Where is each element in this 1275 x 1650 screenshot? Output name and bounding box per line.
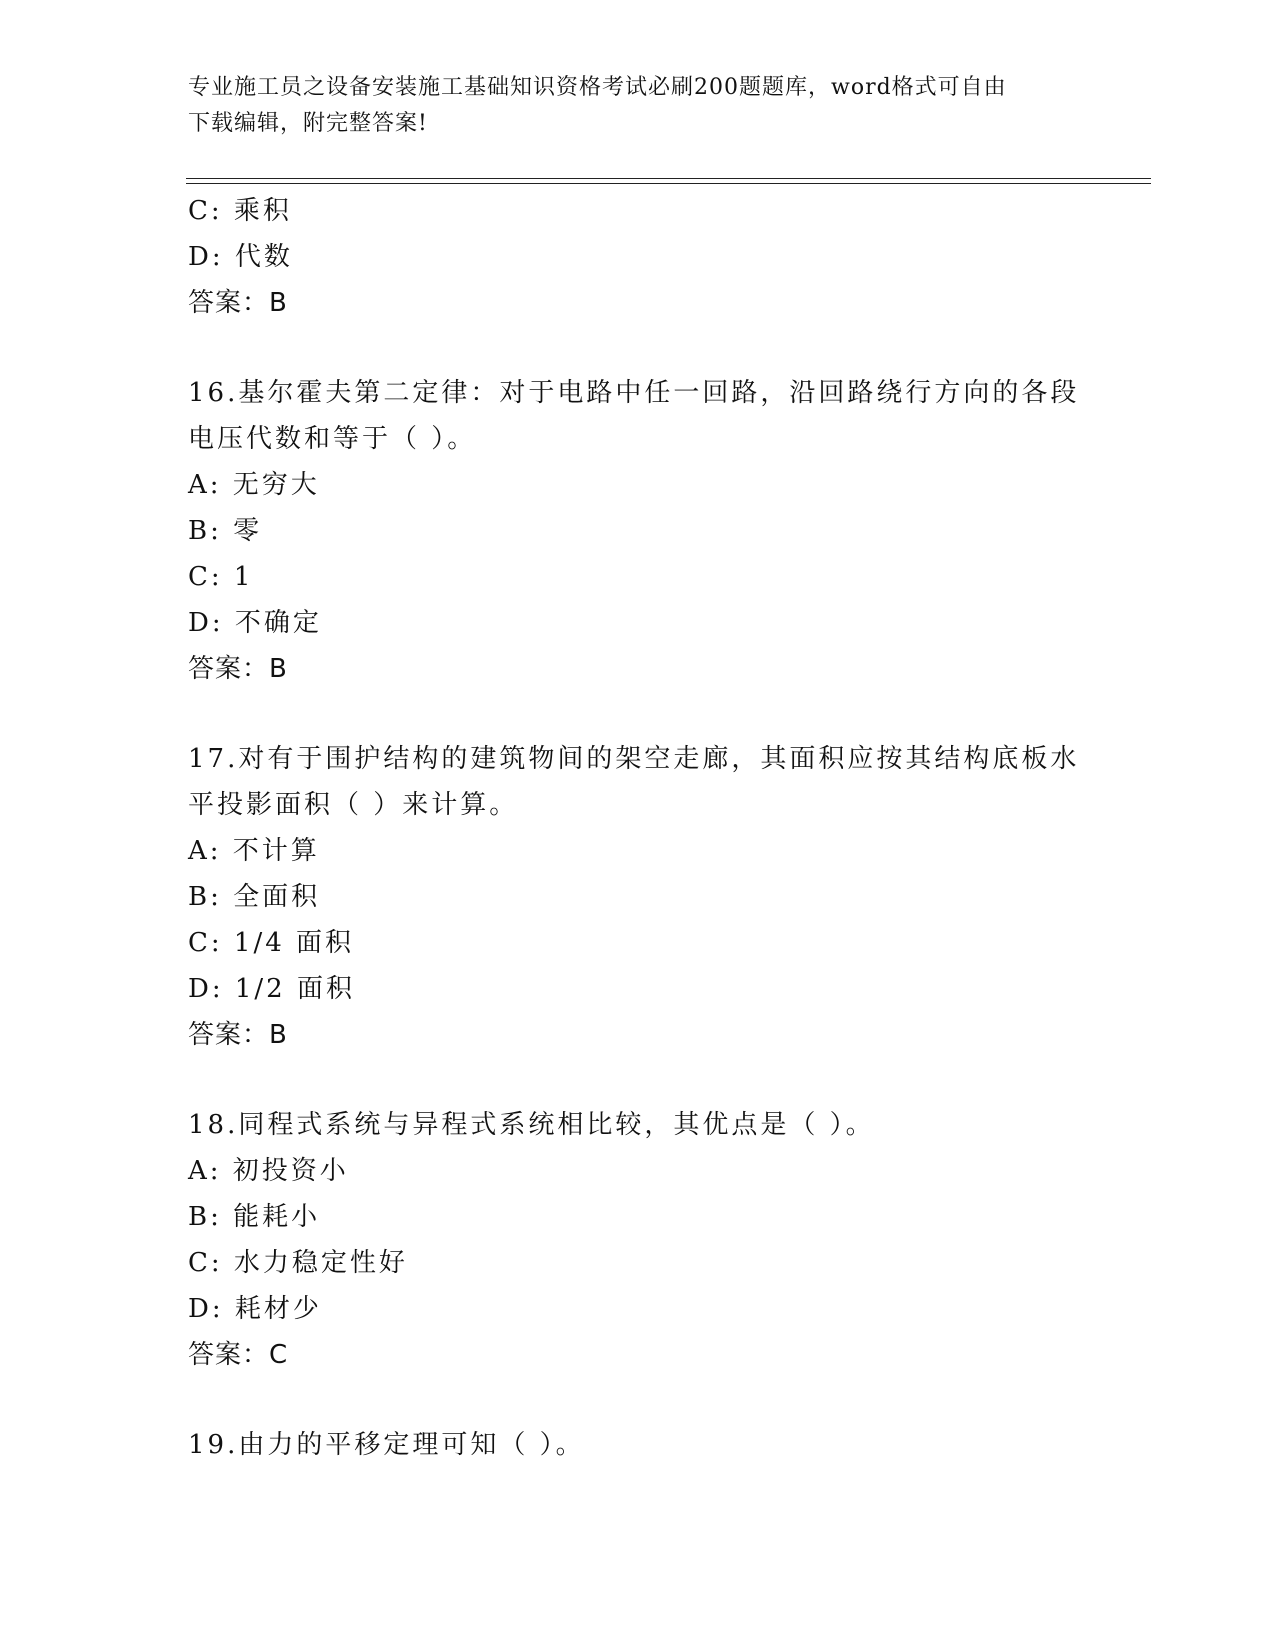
header-divider-bottom [186,183,1151,184]
answer-line: 答案：B [188,1020,288,1050]
option-c: C: 乘积 [188,196,292,226]
document-header [188,70,1068,142]
option-b: B: 能耗小 [188,1202,321,1232]
option-c: C: 1 [188,562,254,592]
question-text: 17.对有于围护结构的建筑物间的架空走廊，其面积应按其结构底板水 [188,744,1080,774]
answer-line: 答案：B [188,654,288,684]
option-a: A: 初投资小 [188,1156,349,1186]
option-b: B: 零 [188,516,263,546]
option-a: A: 无穷大 [188,470,320,500]
question-text: 电压代数和等于（ ）。 [188,424,477,454]
option-d: D: 代数 [188,242,293,272]
answer-line: 答案：B [188,288,288,318]
header-line-2: 下载编辑，附完整答案! [188,111,428,136]
question-text: 18.同程式系统与异程式系统相比较，其优点是（ ）。 [188,1110,875,1140]
question-list [188,188,1088,1468]
question-text: 19.由力的平移定理可知（ ）。 [188,1430,585,1460]
question-16 [188,370,1088,692]
question-15-tail [188,188,1088,326]
option-d: D: 耗材少 [188,1294,322,1324]
option-d: D: 不确定 [188,608,322,638]
question-17 [188,736,1088,1058]
question-18 [188,1102,1088,1378]
option-d: D: 1/2 面积 [188,974,355,1004]
question-text: 16.基尔霍夫第二定律：对于电路中任一回路，沿回路绕行方向的各段 [188,378,1080,408]
header-divider-top [186,178,1151,179]
option-c: C: 1/4 面积 [188,928,355,958]
option-b: B: 全面积 [188,882,321,912]
option-c: C: 水力稳定性好 [188,1248,408,1278]
question-19 [188,1422,1088,1468]
answer-line: 答案：C [188,1340,289,1370]
option-a: A: 不计算 [188,836,320,866]
question-text: 平投影面积（ ）来计算。 [188,790,519,820]
header-line-1: 专业施工员之设备安装施工基础知识资格考试必刷200题题库，word格式可自由 [188,75,1007,100]
